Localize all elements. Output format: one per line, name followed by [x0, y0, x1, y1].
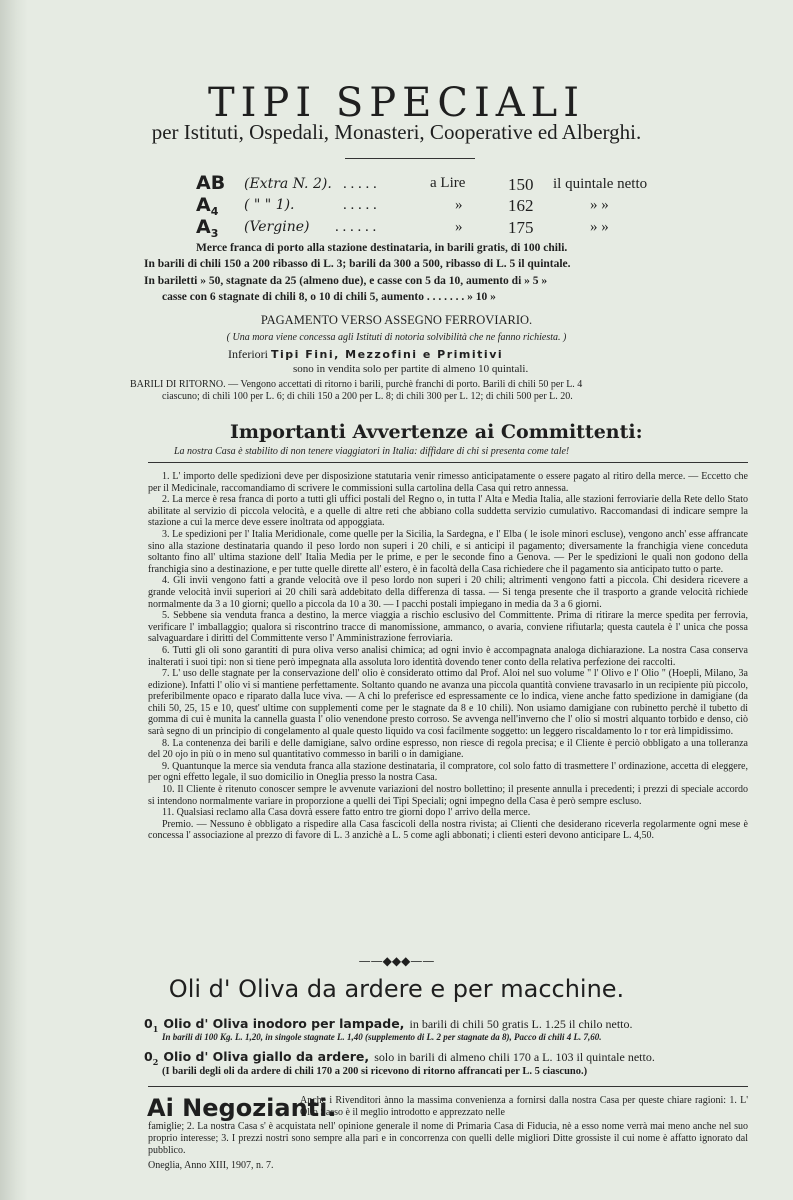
price-prefix: » — [455, 219, 463, 235]
inferiori-sub: sono in vendita solo per partite di almeno 10 quintali. — [293, 363, 529, 375]
barili-line: ciascuno; di chili 100 per L. 6; di chili 150 a 200 per L. 8; di chili 300 per L. 12; di chili 500 per L. 20. — [162, 391, 573, 402]
inferiori-line — [228, 347, 503, 362]
price-dots: . . . . . — [343, 176, 377, 192]
price-value: 162 — [508, 196, 534, 215]
price-code: AB — [196, 172, 226, 194]
price-value: 150 — [508, 175, 534, 194]
price-prefix: » — [455, 197, 463, 213]
price-code-sub: 4 — [210, 205, 219, 219]
oil-item-price: solo in barili di almeno chili 170 a L. 103 il quintale netto. — [374, 1050, 655, 1064]
price-code: A — [196, 216, 211, 238]
avvertenza-item: 9. Quantunque la merce sia venduta franca alla stazione destinataria, il compratore, col solo fatto di trasmettere l' ordinazione, accetta di eleggere, per ogni effetto legale, il suo domicilio in Oneglia presso la nostra Casa. — [148, 760, 748, 784]
shipping-line: Merce franca di porto alla stazione destinataria, in barili gratis, di 100 chili. — [196, 242, 568, 254]
price-row — [196, 216, 218, 240]
oil-item-note: In barili di 100 Kg. L. 1,20, in singole stagnate L. 1,40 (supplemento di L. 2 per stagnate da 8), Pacco di chili 4 L. 7,60. — [162, 1032, 602, 1042]
avvertenza-item: 2. La merce è resa franca di porto a tutti gli uffici postali del Regno o, in tutta l' Alta e Media Italia, alle stazioni ferroviarie della Rete dello Stato abilitate al servizio di piccola velocità, e a quelle di altre reti che abbiano colla suddetta servizio cumulativo. Raccomandasi di indicare sempre la stazione a cui la merce deve essere inoltrata od appoggiata. — [148, 494, 748, 529]
oil-item: $0_1$ Olio d' Oliva inodoro per lampade, in barili di chili 50 gratis L. 1.25 il chilo netto. — [144, 1016, 633, 1035]
oil-item-name: Olio d' Oliva giallo da ardere, — [163, 1049, 370, 1064]
price-unit: » » — [590, 197, 609, 213]
shipping-line: casse con 6 stagnate di chili 8, o 10 di chili 5, aumento . . . . . . . » 10 » — [162, 291, 496, 303]
oil-item-num: 0 — [144, 1049, 153, 1064]
payment-title: PAGAMENTO VERSO ASSEGNO FERROVIARIO. — [260, 313, 533, 327]
shipping-line: In barili di chili 150 a 200 ribasso di L. 3; barili da 300 a 500, ribasso di L. 5 il quintale. — [144, 258, 571, 270]
oli-title: Oli d' Oliva da ardere e per macchine. — [168, 975, 625, 1003]
footer-date: Oneglia, Anno XIII, 1907, n. 7. — [148, 1160, 274, 1171]
avvertenza-item: 11. Qualsiasi reclamo alla Casa dovrà essere fatto entro tre giorni dopo l' arrivo della merce. — [162, 807, 531, 819]
inferiori-types: Tipi Fini, Mezzofini e Primitivi — [270, 348, 504, 361]
inferiori-prefix: Inferiori — [228, 347, 268, 361]
avvertenza-item: 5. Sebbene sia venduta franca a destino, la merce viaggia a rischio esclusivo del Committente. Prima di ritirare la merce spedita per ferrovia, verificare l' imballaggio; qualora si riscontrino tracce di manomissione, ammanco, o avaria, conviene rifiutarla; questa cautela è l' unica che possa salvaguardare i diritti del Committente verso l' Amministrazione ferroviaria. — [148, 610, 748, 645]
divider — [148, 1086, 748, 1087]
page-subtitle: per Istituti, Ospedali, Monasteri, Cooperative ed Alberghi. — [151, 120, 642, 144]
price-dots: . . . . . . — [335, 219, 377, 235]
price-row — [196, 172, 225, 194]
divider — [345, 158, 475, 159]
divider — [148, 462, 748, 463]
price-row — [196, 194, 218, 218]
price-value: 175 — [508, 218, 534, 237]
avvertenza-item: 7. L' uso delle stagnate per la conservazione dell' olio è considerato ottimo dal Prof. Aloi nel suo volume " l' Olivo e l' Olio " (Hoepli, Milano, 3a edizione). Infatti l' olio vi si mantiene perfettamente. Soltanto quando ne avanza una piccola quantità conviene travasarlo in un recipiente più piccolo, preferibilmente opaco e riparato dalla luce viva. — A chi lo preferisce ed espressamente ce lo indica, viene anche fatto spedizione in damigiane (da chili 50, 25, 15 e 10, quest' ultime con supplementi come per le stagnate da 8 e 10 chili). Non usiamo damigiane con rubinetto perchè il tubetto di gomma di cui è munita la cannella guasta l' olio venendone presto corroso. Se avvenga nell'inverno che l' olio si mostri alquanto torbido e denso, ciò sarà segno di un principio di congelamento al quale questo liquido va così facilmente soggetto: un leggero riscaldamento lo r tor erà limpidissimo. — [148, 668, 748, 738]
price-unit: » » — [590, 219, 609, 235]
oil-item: $0_2$ Olio d' Oliva giallo da ardere, solo in barili di almeno chili 170 a L. 103 il quintale netto. — [144, 1049, 655, 1068]
negozianti-title: Ai Negozianti. — [147, 1094, 337, 1122]
payment-note: ( Una mora viene concessa agli Istituti di notoria solvibilità che ne fanno richiesta. ) — [226, 332, 567, 343]
price-dots: . . . . . — [343, 197, 377, 213]
avvertenza-item: 4. Gli invii vengono fatti a grande velocità ove il peso lordo non superi i 20 chili; altrimenti vengono fatti a piccola. Chi desidera ricevere a grande velocità invii superiori ai 20 chili sarà addebitato della differenza di tassa. — Si tenga presente che il trasporto a grande velocità richiede normalmente da 3 a 10 giorni; quello a piccola da 10 a 30. — I pacchi postali impiegano in media da 3 a 6 giorni. — [148, 575, 748, 610]
price-code-sub: 3 — [210, 227, 219, 241]
negozianti-text: Anche i Rivenditori ànno la massima convenienza a fornirsi dalla nostra Casa per queste chiare ragioni: 1. L' Olio Sasso è il meglio introdotto e apprezzato nelle — [300, 1095, 748, 1118]
negozianti-text: famiglie; 2. La nostra Casa s' è acquistata nell' opinione generale il nome di Primaria Casa di Fiducia, nè a esso nome verrà mai meno anche nel suo proprio interesse; 3. I prezzi nostri sono sempre alla pari e in concorrenza con quelli delle migliori Ditte grossiste il cui nome è affatto ignorato dal pubblico. — [148, 1121, 748, 1156]
avvertenze-title: Importanti Avvertenze ai Committenti: — [230, 421, 643, 443]
oil-item-num: 0 — [144, 1016, 153, 1031]
avvertenza-item: 3. Le spedizioni per l' Italia Meridionale, come quelle per la Sicilia, la Sardegna, e l' Elba ( le isole minori escluse), vengono anch' esse affrancate sino alla stazione destinataria quando il peso lordo non superi i 20 chili, e si anticipi il pagamento; diversamente la franchigia viene conceduta soltanto fino all' ultima stazione dell' Italia Media per le prime, e per le seconde fino a Genova. — Per le spedizioni le quali non godono della franchigia sino a destinazione, e per tutte quelle dirette all' estero, è in facoltà della Casa richiedere che il pagamento sia anticipato tutto o parte. — [148, 528, 748, 575]
ornament-divider: ——◆◆◆—— — [358, 954, 435, 968]
avvertenza-item: 10. Il Cliente è ritenuto conoscer sempre le avvenute variazioni del nostro bollettino; il presente annulla i precedenti; i prezzi di speciale accordo si intendono normalmente variare in proporzione a quelli dei Tipi Speciali; ogni impegno della Casa è però sempre escluso. — [148, 784, 748, 807]
avvertenza-item: Premio. — Nessuno è obbligato a rispedire alla Casa fascicoli della nostra rivista; ai Clienti che desiderano riceverla regolarmente ogni mese è concessa l' associazione al prezzo di favore di L. 3 anzichè a L. 5 come agli abbonati; i clienti esteri devono anticipare L. 4,50. — [148, 818, 748, 842]
avvertenza-item: 8. La contenenza dei barili e delle damigiane, salvo ordine espresso, non riesce di regola precisa; e il Cliente è perciò obbligato a una tolleranza del 20 ojo in più o in meno sul quantitativo commesso in barili o in damigiane. — [148, 737, 748, 761]
shipping-line: In bariletti » 50, stagnate da 25 (almeno due), e casse con 5 da 10, aumento di » 5 » — [144, 275, 548, 287]
avvertenze-body — [148, 471, 748, 842]
oil-item-name: Olio d' Oliva inodoro per lampade, — [163, 1016, 405, 1031]
avvertenza-item: 6. Tutti gli oli sono garantiti di pura oliva verso analisi chimica; ad ogni invio è accompagnata analoga dichiarazione. La nostra Casa conserva inalterati i suoi tipi: non si tiene però impegnata alla assoluta loro identità dovendo tener conto della relativa perfezione dei raccolti. — [148, 644, 748, 668]
avvertenze-intro: La nostra Casa è stabilito di non tenere viaggiatori in Italia: diffidare di chi si presenta come tale! — [174, 446, 570, 457]
avvertenza-item: 1. L' importo delle spedizioni deve per disposizione statutaria venir rimesso anticipatamente o essere pagato al ritiro della merce. — Eccetto che per il Medicinale, raccomandiamo di scrivere le commissioni sulla cartolina della Casa qui retro annessa. — [148, 471, 748, 494]
oil-item-note: (I barili degli oli da ardere di chili 170 a 200 si ricevono di ritorno affrancati per L. 5 ciascuno.) — [162, 1066, 588, 1077]
price-prefix: a Lire — [430, 175, 466, 191]
price-desc: (Vergine) — [244, 219, 310, 235]
page-title: TIPI SPECIALI — [207, 80, 586, 126]
price-unit: il quintale netto — [553, 176, 648, 192]
oil-item-price: in barili di chili 50 gratis L. 1.25 il chilo netto. — [409, 1017, 633, 1031]
price-code: A — [196, 194, 211, 216]
barili-line: BARILI DI RITORNO. — Vengono accettati di ritorno i barili, purchè franchi di porto. Barili di chili 50 per L. 4 — [130, 379, 583, 390]
price-desc: ( " " 1). — [244, 197, 295, 213]
price-desc: (Extra N. 2). — [244, 176, 332, 192]
